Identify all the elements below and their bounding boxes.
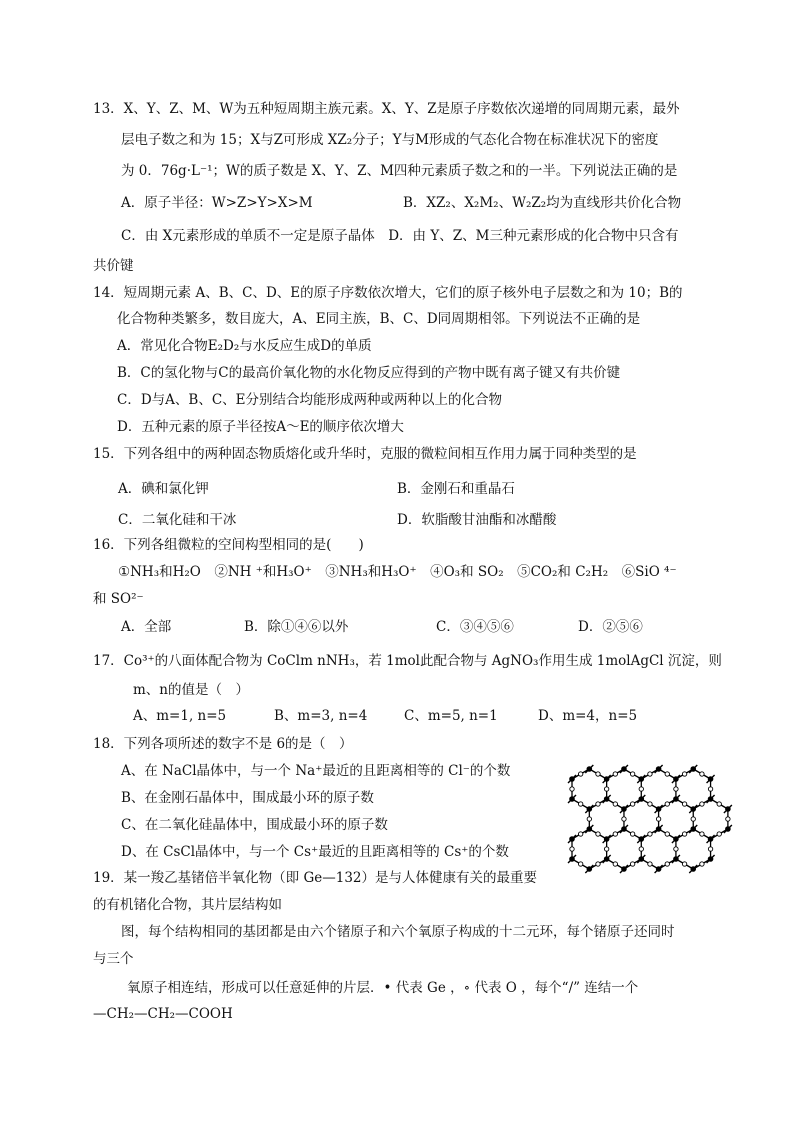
- oxygen-atom: [708, 847, 712, 851]
- oxygen-atom: [665, 802, 669, 806]
- oxygen-atom: [630, 862, 634, 866]
- q16-option-a: A．全部: [121, 619, 172, 635]
- oxygen-atom: [570, 847, 574, 851]
- oxygen-atom: [622, 817, 626, 821]
- q16-option-b: B．除①④⑥以外: [244, 619, 349, 635]
- germanium-atom: [673, 796, 679, 802]
- q13-option-tail: 共价键: [93, 258, 134, 274]
- q14-option-d: D．五种元素的原子半径按A～E的顺序依次增大: [117, 419, 404, 435]
- q13-option-b: B．XZ₂、X₂M₂、W₂Z₂均为直线形共价化合物: [403, 195, 682, 211]
- germanium-atom: [638, 796, 644, 802]
- oxygen-atom: [596, 832, 600, 836]
- oxygen-atom: [700, 802, 704, 806]
- oxygen-atom: [630, 832, 634, 836]
- oxygen-atom: [648, 772, 652, 776]
- q13-stem-line1: 13．X、Y、Z、M、W为五种短周期主族元素。X、Y、Z是原子序数依次递增的同周期元素，最外: [93, 101, 680, 117]
- germanium-atom: [656, 826, 662, 832]
- oxygen-atom: [613, 802, 617, 806]
- germanium-atom: [621, 766, 627, 772]
- oxygen-atom: [682, 772, 686, 776]
- germanium-atom: [638, 856, 644, 862]
- germanium-atom: [725, 806, 731, 812]
- oxygen-atom: [691, 817, 695, 821]
- q14-option-b: B．C的氢化物与C的最高价氧化物的水化物反应得到的产物中既有离子键又有共价键: [117, 365, 621, 381]
- q15-option-b: B．金刚石和重晶石: [397, 481, 515, 497]
- oxygen-atom: [604, 787, 608, 791]
- germanium-atom: [587, 806, 593, 812]
- germanium-atom: [604, 836, 610, 842]
- oxygen-atom: [578, 772, 582, 776]
- oxygen-atom: [578, 832, 582, 836]
- q18-option-a: A、在 NaCl晶体中，与一个 Na⁺最近的且距离相等的 Cl⁻的个数: [121, 763, 511, 779]
- oxygen-atom: [596, 862, 600, 866]
- germanium-atom: [569, 776, 575, 782]
- germanium-atom: [604, 856, 610, 862]
- oxygen-atom: [665, 772, 669, 776]
- q13-option-cd: C．由 X元素形成的单质不一定是原子晶体 D．由 Y、Z、M三种元素形成的化合物中只含有: [121, 228, 679, 244]
- germanium-atom: [656, 766, 662, 772]
- oxygen-atom: [674, 787, 678, 791]
- q18-option-c: C、在二氧化硅晶体中，围成最小环的原子数: [121, 817, 388, 833]
- germanium-atom: [725, 826, 731, 832]
- q14-stem-line2: 化合物种类繁多，数目庞大，A、E同主族，B、C、D同周期相邻。下列说法不正确的是: [117, 311, 641, 327]
- germanium-atom: [708, 836, 714, 842]
- q13-option-a: A．原子半径：W>Z>Y>X>M: [121, 195, 313, 211]
- germanium-atom: [656, 866, 662, 872]
- oxygen-atom: [682, 802, 686, 806]
- q16-option-d: D．②⑤⑥: [578, 619, 643, 635]
- q19-line2: 的有机锗化合物，其片层结构如: [93, 897, 282, 913]
- q18-option-b: B、在金刚石晶体中，围成最小环的原子数: [121, 790, 374, 806]
- q15-option-d: D．软脂酸甘油酯和冰醋酸: [397, 512, 557, 528]
- q18-option-d: D、在 CsCl晶体中，与一个 Cs⁺最近的且距离相等的 Cs⁺的个数: [121, 844, 509, 860]
- germanium-atom: [604, 796, 610, 802]
- germanium-atom: [621, 866, 627, 872]
- germanium-atom: [656, 806, 662, 812]
- germanium-atom: [690, 806, 696, 812]
- q17-option-a: A、m=1, n=5: [133, 708, 227, 724]
- germanium-atom: [708, 856, 714, 862]
- germanium-atom: [708, 796, 714, 802]
- oxygen-atom: [578, 862, 582, 866]
- oxygen-atom: [639, 847, 643, 851]
- germanium-atom: [587, 766, 593, 772]
- oxygen-atom: [639, 787, 643, 791]
- q16-items-tail: 和 SO²⁻: [93, 591, 144, 607]
- germanium-atom: [621, 826, 627, 832]
- germanium-atom: [569, 836, 575, 842]
- oxygen-atom: [578, 802, 582, 806]
- oxygen-atom: [717, 802, 721, 806]
- oxygen-atom: [604, 847, 608, 851]
- oxygen-atom: [648, 802, 652, 806]
- oxygen-atom: [700, 832, 704, 836]
- germanium-atom: [673, 776, 679, 782]
- oxygen-atom: [682, 832, 686, 836]
- germanium-atom: [604, 776, 610, 782]
- oxygen-atom: [665, 862, 669, 866]
- oxygen-atom: [674, 847, 678, 851]
- q15-option-c: C．二氧化硅和干冰: [118, 512, 237, 528]
- q17-option-b: B、m=3, n=4: [274, 708, 368, 724]
- germanium-atom: [673, 836, 679, 842]
- q14-stem-line1: 14．短周期元素 A、B、C、D、E的原子序数依次增大，它们的原子核外电子层数之和为 10；B的: [93, 285, 683, 301]
- q15-option-a: A．碘和氯化钾: [118, 481, 209, 497]
- oxygen-atom: [717, 832, 721, 836]
- germanium-atom: [621, 806, 627, 812]
- oxygen-atom: [700, 772, 704, 776]
- oxygen-atom: [613, 832, 617, 836]
- q16-items: ①NH₃和H₂O ②NH ⁺和H₃O⁺ ③NH₃和H₃O⁺ ④O₃和 SO₂ ⑤CO₂和 C₂H₂ ⑥SiO ⁴⁻: [118, 564, 677, 580]
- q19-line5: 氧原子相连结，形成可以任意延伸的片层．• 代表 Ge ，∘ 代表 O ，每个“/” 连结一个: [127, 980, 639, 996]
- q16-option-c: C．③④⑤⑥: [436, 619, 514, 635]
- oxygen-atom: [682, 862, 686, 866]
- q15-stem: 15．下列各组中的两种固态物质熔化或升华时，克服的微粒间相互作用力属于同种类型的是: [93, 446, 637, 462]
- q13-stem-line2: 层电子数之和为 15；X与Z可形成 XZ₂分子；Y与M形成的气态化合物在标准状况下的密度: [121, 132, 659, 148]
- q17-option-d: D、m=4，n=5: [538, 708, 638, 724]
- oxygen-atom: [630, 802, 634, 806]
- q17-stem-line2: m、n的值是（ ）: [133, 682, 249, 698]
- oxygen-atom: [708, 787, 712, 791]
- germanium-atom: [673, 856, 679, 862]
- q18-stem: 18．下列各项所述的数字不是 6的是（ ）: [93, 736, 353, 752]
- q17-option-c: C、m=5, n=1: [404, 708, 498, 724]
- oxygen-atom: [648, 862, 652, 866]
- oxygen-atom: [630, 772, 634, 776]
- q17-stem-line1: 17．Co³⁺的八面体配合物为 CoClm nNH₃，若 1mol此配合物与 AgNO₃作用生成 1molAgCl 沉淀，则: [93, 653, 722, 669]
- q19-line3: 图，每个结构相同的基团都是由六个锗原子和六个氧原子构成的十二元环，每个锗原子还同时: [121, 924, 675, 940]
- oxygen-atom: [656, 817, 660, 821]
- q13-stem-line3: 为 0．76g·L⁻¹；W的质子数是 X、Y、Z、M四种元素质子数之和的一半。下列说法正确的是: [121, 163, 678, 179]
- q19-line6: —CH₂—CH₂—COOH: [93, 1006, 233, 1022]
- germanium-atom: [587, 826, 593, 832]
- germanium-atom: [708, 776, 714, 782]
- germanium-atom: [690, 826, 696, 832]
- germanium-atom: [638, 776, 644, 782]
- oxygen-atom: [596, 772, 600, 776]
- oxygen-atom: [613, 772, 617, 776]
- germanium-atom: [587, 866, 593, 872]
- q19-line4: 与三个: [93, 951, 134, 967]
- oxygen-atom: [613, 862, 617, 866]
- q16-stem: 16．下列各组微粒的空间构型相同的是( ): [93, 537, 364, 553]
- q14-option-c: C．D与A、B、C、E分别结合均能形成两种或两种以上的化合物: [117, 392, 503, 408]
- germanium-atom: [569, 796, 575, 802]
- oxygen-atom: [596, 802, 600, 806]
- germanium-atom: [569, 856, 575, 862]
- oxygen-atom: [726, 817, 730, 821]
- oxygen-atom: [700, 862, 704, 866]
- oxygen-atom: [648, 832, 652, 836]
- oxygen-atom: [570, 787, 574, 791]
- germanium-atom: [690, 866, 696, 872]
- oxygen-atom: [587, 817, 591, 821]
- oxygen-atom: [665, 832, 669, 836]
- q19-line1: 19．某一羧乙基锗倍半氧化物（即 Ge—132）是与人体健康有关的最重要: [93, 870, 538, 886]
- ge132-sheet-structure-diagram: [560, 755, 740, 880]
- germanium-atom: [638, 836, 644, 842]
- q14-option-a: A．常见化合物E₂D₂与水反应生成D的单质: [117, 338, 372, 354]
- germanium-atom: [690, 766, 696, 772]
